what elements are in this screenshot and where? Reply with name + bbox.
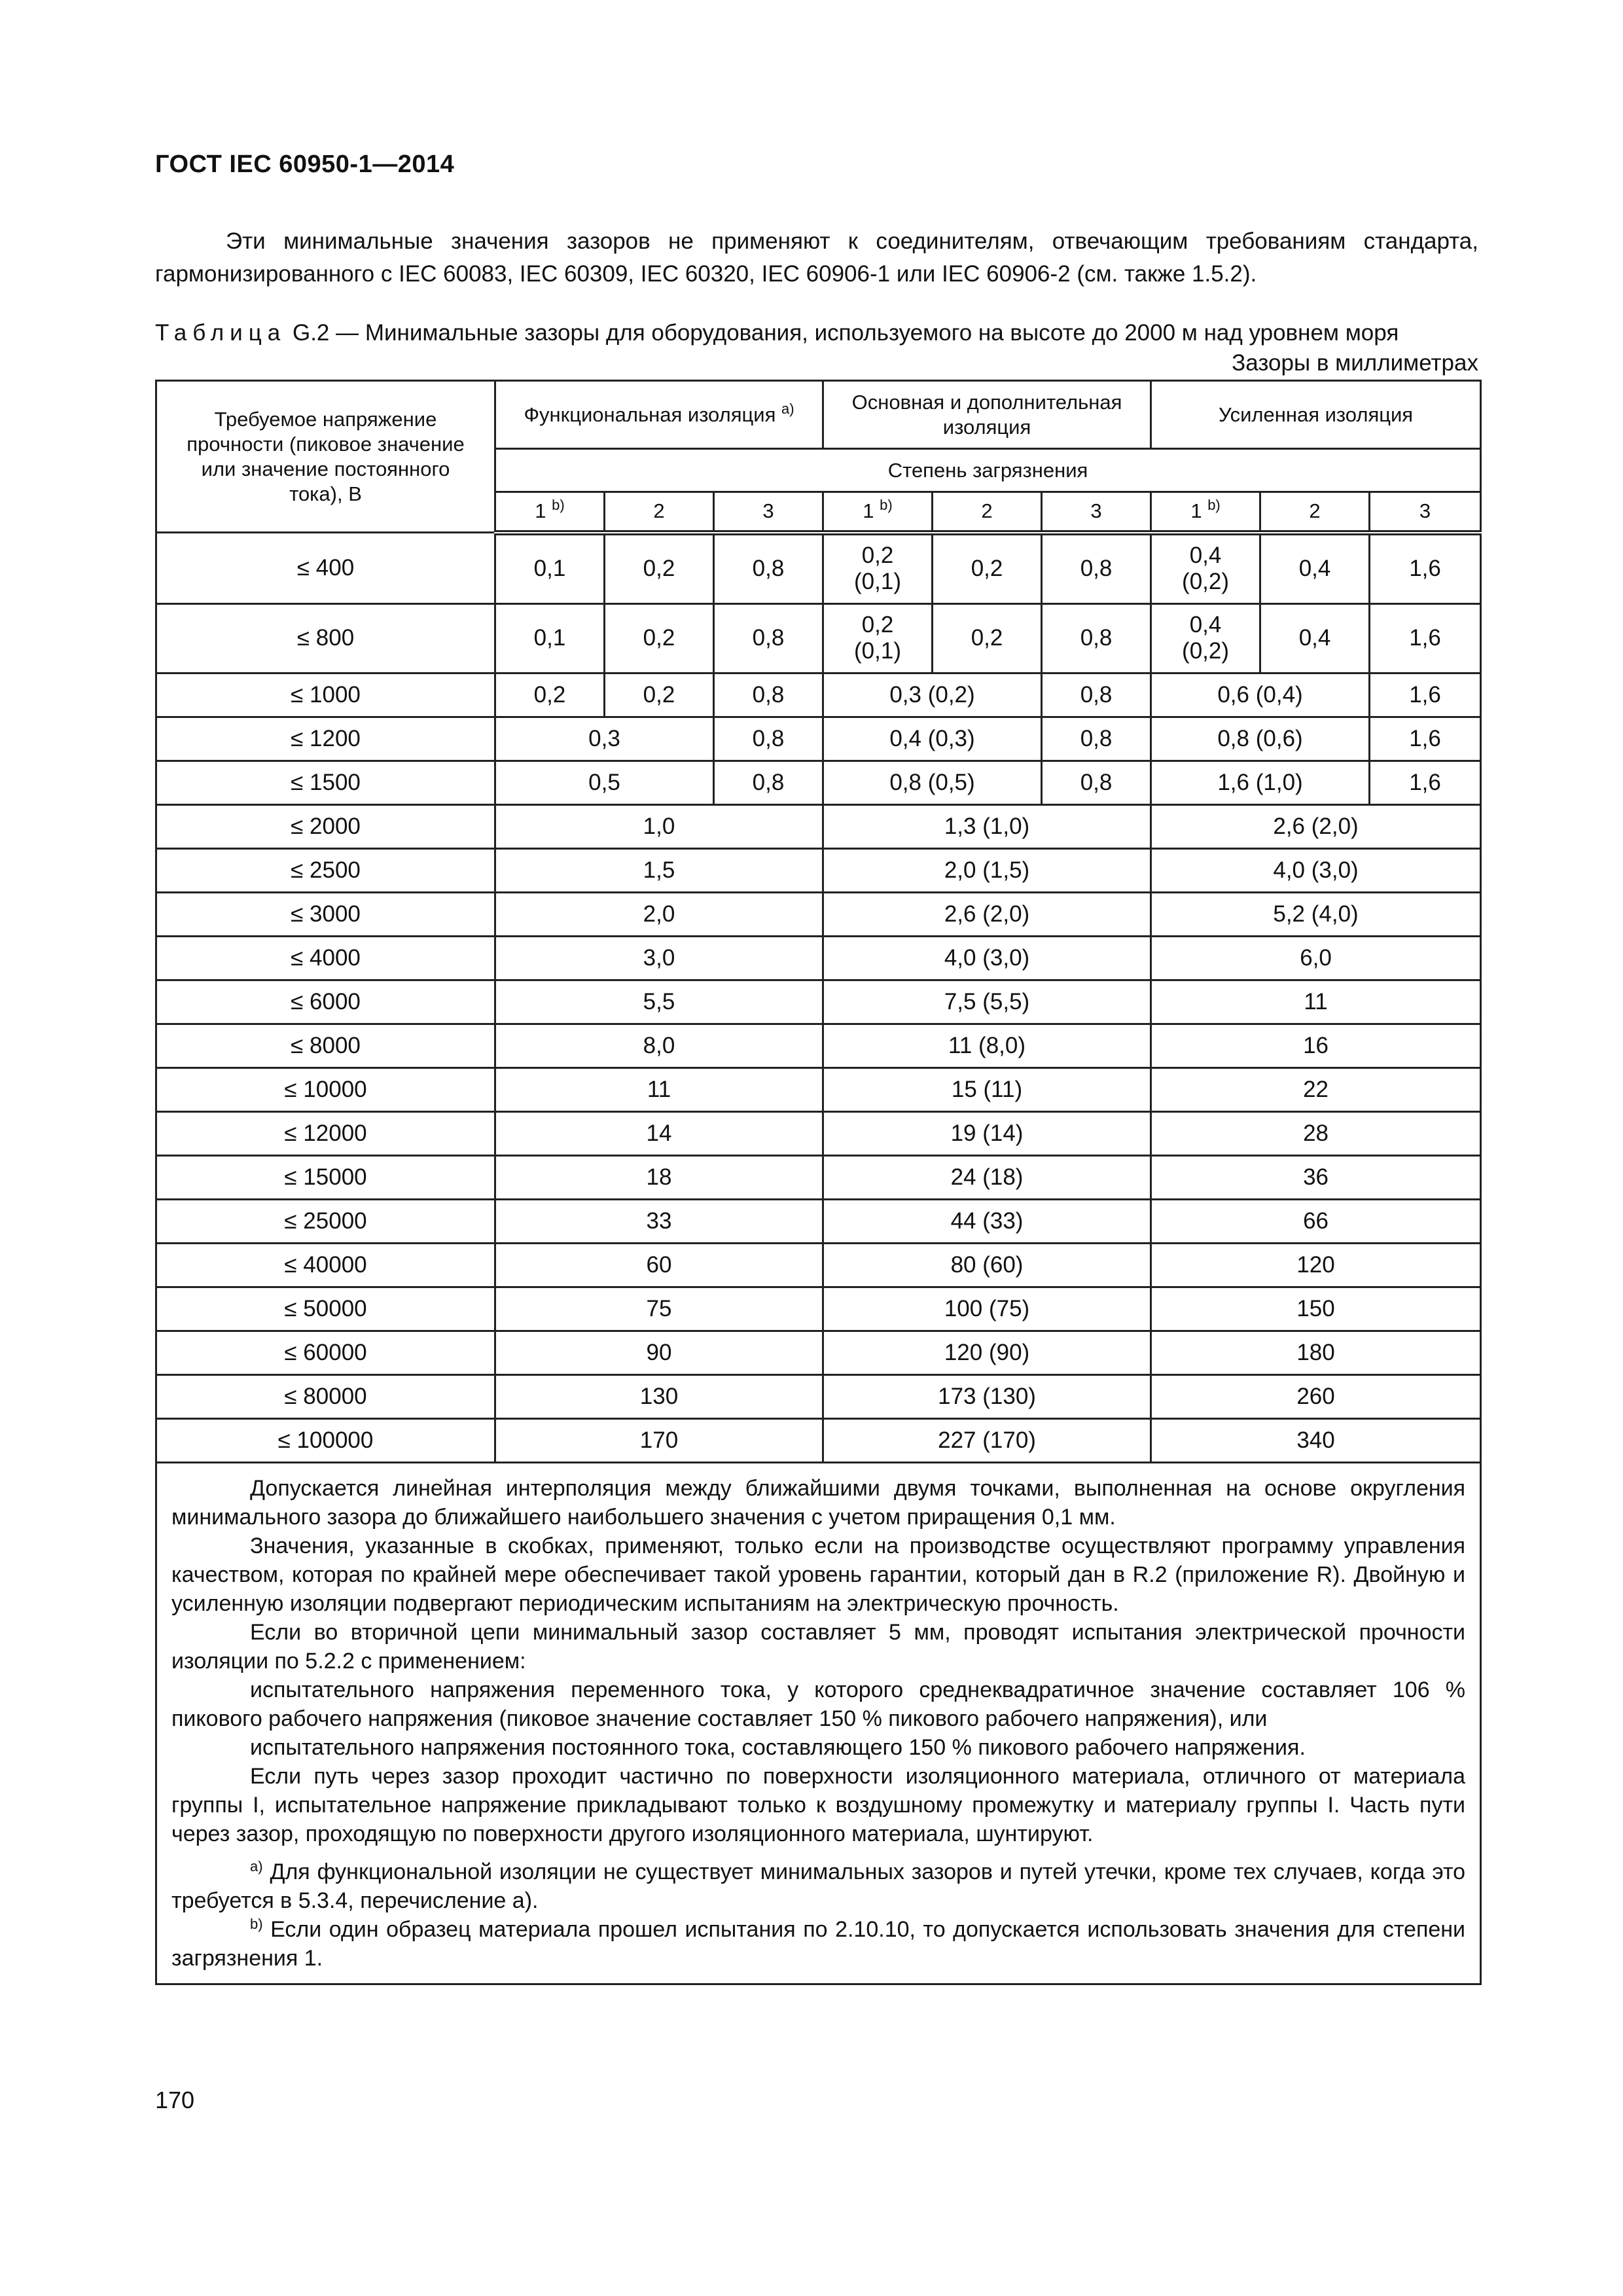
value-cell: 33 (495, 1199, 823, 1243)
value-cell: 75 (495, 1287, 823, 1331)
value-cell: 227 (170) (823, 1418, 1151, 1462)
value-cell: 11 (1151, 980, 1481, 1024)
header-degree-value: 2 (653, 499, 665, 523)
value-cell: 24 (18) (823, 1155, 1151, 1199)
value-cell: 0,8 (714, 717, 823, 761)
footnote-text: Если один образец материала прошел испытания по 2.10.10, то допускается использовать значения для степени загрязнения 1. (171, 1916, 1466, 1971)
table-row (156, 1418, 1481, 1462)
value-cell: 260 (1151, 1374, 1481, 1418)
footnote-mark: b) (250, 1915, 263, 1932)
footnote-text: Для функциональной изоляции не существует минимальных зазоров и путей утечки, кроме тех случаев, когда это требуется в 5.3.4, перечисление а). (171, 1859, 1466, 1913)
voltage-cell: ≤ 2000 (156, 804, 495, 848)
table-row (156, 533, 1481, 604)
header-degree-value: 2 (1309, 499, 1321, 523)
voltage-cell: ≤ 100000 (156, 1418, 495, 1462)
table-row (156, 1243, 1481, 1287)
header-degree-value: 3 (1090, 499, 1102, 523)
voltage-cell: ≤ 3000 (156, 892, 495, 936)
header-functional-label: Функциональная изоляция (524, 403, 776, 426)
table-caption-label: Таблица (155, 320, 287, 346)
value-cell: 1,0 (495, 804, 823, 848)
value-cell: 5,5 (495, 980, 823, 1024)
header-degree-cell (495, 492, 605, 533)
table-row (156, 848, 1481, 892)
value-cell: 28 (1151, 1111, 1481, 1155)
value-cell: 130 (495, 1374, 823, 1418)
value-line: 0,8 (1080, 556, 1113, 581)
voltage-cell: ≤ 12000 (156, 1111, 495, 1155)
value-cell: 0,8 (714, 761, 823, 804)
value-cell: 100 (75) (823, 1287, 1151, 1331)
table-row (156, 1111, 1481, 1155)
value-line: 0,4 (1298, 625, 1331, 651)
header-degree-cell (1151, 492, 1260, 533)
value-cell: 36 (1151, 1155, 1481, 1199)
value-cell: 180 (1151, 1331, 1481, 1374)
value-cell: 11 (8,0) (823, 1024, 1151, 1067)
value-cell (933, 603, 1042, 673)
table-row (156, 673, 1481, 717)
value-cell: 2,6 (2,0) (1151, 804, 1481, 848)
value-cell: 2,0 (495, 892, 823, 936)
value-cell: 0,3 (0,2) (823, 673, 1042, 717)
header-degree-cell (933, 492, 1042, 533)
voltage-cell: ≤ 1500 (156, 761, 495, 804)
footnote-marker-b: b) (880, 497, 893, 514)
table-row (156, 603, 1481, 673)
header-degree-cell (714, 492, 823, 533)
value-cell (933, 533, 1042, 604)
value-cell: 0,8 (714, 673, 823, 717)
value-line: 1,6 (1409, 625, 1441, 651)
value-cell (823, 533, 933, 604)
table-units: Зазоры в миллиметрах (1232, 350, 1478, 376)
intro-paragraph (155, 225, 1478, 291)
footnotes-list (171, 1857, 1465, 1973)
value-cell: 4,0 (3,0) (823, 936, 1151, 980)
table-row (156, 1374, 1481, 1418)
value-line: (0,1) (854, 638, 901, 664)
intro-text: Эти минимальные значения зазоров не применяют к соединителям, отвечающим требованиям стандарта, гармонизированного с IEC 60083, IEC 60309, IEC 60320, IEC 60906-1 или IEC 60906-2 (см. также 1.5.2). (155, 228, 1478, 287)
value-cell: 15 (11) (823, 1067, 1151, 1111)
header-degree-value: 1 (535, 499, 546, 523)
header-pollution-degree: Степень загрязнения (495, 449, 1481, 492)
value-line: 0,2 (971, 556, 1003, 581)
voltage-cell: ≤ 2500 (156, 848, 495, 892)
value-cell: 0,3 (495, 717, 714, 761)
value-cell: 170 (495, 1418, 823, 1462)
value-line: 0,1 (533, 625, 566, 651)
value-cell: 1,6 (1370, 761, 1481, 804)
value-cell (1260, 533, 1370, 604)
note-paragraph: Если путь через зазор проходит частично по поверхности изоляционного материала, отличного от материала группы I, испытательное напряжение прикладывают только к воздушному промежутку и материалу группы I. Часть пути через зазор, проходящую по поверхности другого изоляционного материала, шунтируют. (171, 1763, 1466, 1846)
table-caption-text: G.2 — Минимальные зазоры для оборудования, используемого на высоте до 2000 м над уровнем моря (292, 320, 1399, 346)
table-row (156, 1331, 1481, 1374)
footnote (171, 1857, 1465, 1915)
value-cell: 1,3 (1,0) (823, 804, 1151, 848)
value-line: (0,2) (1182, 569, 1230, 594)
note-paragraph: испытательного напряжения постоянного тока, составляющего 150 % пикового рабочего напряжения. (250, 1734, 1306, 1760)
value-cell (605, 533, 714, 604)
value-cell: 0,2 (605, 673, 714, 717)
table-row (156, 936, 1481, 980)
value-cell: 120 (1151, 1243, 1481, 1287)
table-notes (156, 1462, 1481, 1984)
value-cell: 90 (495, 1331, 823, 1374)
note-paragraph: испытательного напряжения переменного тока, у которого среднеквадратичное значение составляет 106 % пикового рабочего напряжения (пиковое значение составляет 150 % пикового рабочего напряжения), или (171, 1677, 1466, 1731)
value-cell (714, 533, 823, 604)
value-cell: 19 (14) (823, 1111, 1151, 1155)
voltage-cell: ≤ 1000 (156, 673, 495, 717)
header-degree-value: 1 (1190, 499, 1202, 523)
value-cell (1042, 533, 1151, 604)
value-cell: 4,0 (3,0) (1151, 848, 1481, 892)
value-cell: 340 (1151, 1418, 1481, 1462)
value-cell: 7,5 (5,5) (823, 980, 1151, 1024)
header-degree-value: 3 (1419, 499, 1431, 523)
value-cell: 1,6 (1,0) (1151, 761, 1370, 804)
header-degree-cell (605, 492, 714, 533)
header-degree-cell (1370, 492, 1481, 533)
note-paragraph: Значения, указанные в скобках, применяют, только если на производстве осуществляют программу управления качеством, которая по крайней мере обеспечивает такой уровень гарантии, который дан в R.2 (приложение R). Двойную и усиленную изоляции подвергают периодическим испытаниям на электрическую прочность. (171, 1533, 1466, 1616)
table-row (156, 1155, 1481, 1199)
value-line: 0,8 (752, 625, 785, 651)
value-cell: 0,4 (0,3) (823, 717, 1042, 761)
value-cell: 16 (1151, 1024, 1481, 1067)
value-line: (0,2) (1182, 638, 1230, 664)
header-degree-cell (1260, 492, 1370, 533)
voltage-cell: ≤ 800 (156, 603, 495, 673)
voltage-cell: ≤ 25000 (156, 1199, 495, 1243)
footnote-marker-b: b) (552, 497, 565, 514)
table-row (156, 1287, 1481, 1331)
document-header: ГОСТ IEC 60950-1—2014 (155, 151, 455, 178)
value-cell: 2,6 (2,0) (823, 892, 1151, 936)
value-cell (823, 603, 933, 673)
value-cell: 1,6 (1370, 717, 1481, 761)
table-row (156, 804, 1481, 848)
value-cell (1370, 603, 1481, 673)
value-line: 0,1 (533, 556, 566, 581)
value-cell (1151, 603, 1260, 673)
value-cell (1042, 603, 1151, 673)
header-voltage: Требуемое напряжение прочности (пиковое значение или значение постоянного тока), В (156, 381, 495, 533)
voltage-cell: ≤ 80000 (156, 1374, 495, 1418)
value-cell: 60 (495, 1243, 823, 1287)
voltage-cell: ≤ 6000 (156, 980, 495, 1024)
value-cell: 0,8 (0,5) (823, 761, 1042, 804)
header-degree-value: 2 (981, 499, 993, 523)
header-degree-cell (823, 492, 933, 533)
value-cell (1370, 533, 1481, 604)
voltage-cell: ≤ 60000 (156, 1331, 495, 1374)
voltage-cell: ≤ 400 (156, 533, 495, 604)
voltage-cell: ≤ 1200 (156, 717, 495, 761)
value-line: 0,2 (861, 612, 894, 637)
value-line: 0,2 (643, 625, 675, 651)
value-line: 1,6 (1409, 556, 1441, 581)
value-cell: 80 (60) (823, 1243, 1151, 1287)
value-cell: 0,6 (0,4) (1151, 673, 1370, 717)
value-cell: 0,8 (1042, 673, 1151, 717)
value-cell: 150 (1151, 1287, 1481, 1331)
table-row (156, 717, 1481, 761)
voltage-cell: ≤ 15000 (156, 1155, 495, 1199)
value-cell: 6,0 (1151, 936, 1481, 980)
value-cell: 2,0 (1,5) (823, 848, 1151, 892)
footnote-marker-b: b) (1207, 497, 1221, 514)
value-cell (714, 603, 823, 673)
value-line: 0,8 (752, 556, 785, 581)
page-number: 170 (155, 2087, 195, 2113)
value-cell: 120 (90) (823, 1331, 1151, 1374)
value-cell: 11 (495, 1067, 823, 1111)
value-line: 0,4 (1189, 612, 1222, 637)
value-line: 0,8 (1080, 625, 1113, 651)
value-cell: 14 (495, 1111, 823, 1155)
voltage-cell: ≤ 4000 (156, 936, 495, 980)
header-degree-value: 1 (863, 499, 874, 523)
value-cell: 0,8 (1042, 761, 1151, 804)
footnote (171, 1915, 1465, 1973)
note-paragraph: Допускается линейная интерполяция между ближайшими двумя точками, выполненная на основе округления минимального зазора до ближайшего наибольшего значения с учетом приращения 0,1 мм. (171, 1475, 1466, 1530)
value-cell: 44 (33) (823, 1199, 1151, 1243)
footnote-mark: a) (250, 1857, 263, 1874)
value-cell: 0,5 (495, 761, 714, 804)
table-row (156, 1199, 1481, 1243)
value-cell (1151, 533, 1260, 604)
value-cell: 8,0 (495, 1024, 823, 1067)
value-cell: 0,8 (1042, 717, 1151, 761)
value-cell: 173 (130) (823, 1374, 1151, 1418)
header-degree-value: 3 (762, 499, 774, 523)
value-cell (1260, 603, 1370, 673)
value-cell: 0,2 (495, 673, 605, 717)
value-cell (495, 533, 605, 604)
voltage-cell: ≤ 8000 (156, 1024, 495, 1067)
value-cell (495, 603, 605, 673)
clearance-table (155, 380, 1482, 1985)
table-caption (155, 317, 1478, 350)
value-line: (0,1) (854, 569, 901, 594)
value-line: 0,2 (861, 543, 894, 568)
value-cell: 1,5 (495, 848, 823, 892)
voltage-cell: ≤ 10000 (156, 1067, 495, 1111)
value-cell: 3,0 (495, 936, 823, 980)
value-cell: 66 (1151, 1199, 1481, 1243)
voltage-cell: ≤ 50000 (156, 1287, 495, 1331)
header-functional (495, 381, 823, 449)
table-row (156, 1024, 1481, 1067)
value-cell: 0,8 (0,6) (1151, 717, 1370, 761)
value-cell: 18 (495, 1155, 823, 1199)
value-cell: 1,6 (1370, 673, 1481, 717)
value-cell (605, 603, 714, 673)
value-line: 0,4 (1189, 543, 1222, 568)
value-line: 0,4 (1298, 556, 1331, 581)
note-paragraph: Если во вторичной цепи минимальный зазор составляет 5 мм, проводят испытания электрической прочности изоляции по 5.2.2 с применением: (171, 1619, 1466, 1674)
voltage-cell: ≤ 40000 (156, 1243, 495, 1287)
table-row (156, 761, 1481, 804)
table-row (156, 892, 1481, 936)
value-line: 0,2 (971, 625, 1003, 651)
value-line: 0,2 (643, 556, 675, 581)
notes-list (171, 1474, 1465, 1848)
table-row (156, 1067, 1481, 1111)
table-row (156, 980, 1481, 1024)
header-degree-cell (1042, 492, 1151, 533)
header-reinforced: Усиленная изоляция (1151, 381, 1481, 449)
footnote-marker-a: a) (781, 400, 794, 417)
value-cell: 22 (1151, 1067, 1481, 1111)
value-cell: 5,2 (4,0) (1151, 892, 1481, 936)
header-basic: Основная и дополнительная изоляция (823, 381, 1151, 449)
